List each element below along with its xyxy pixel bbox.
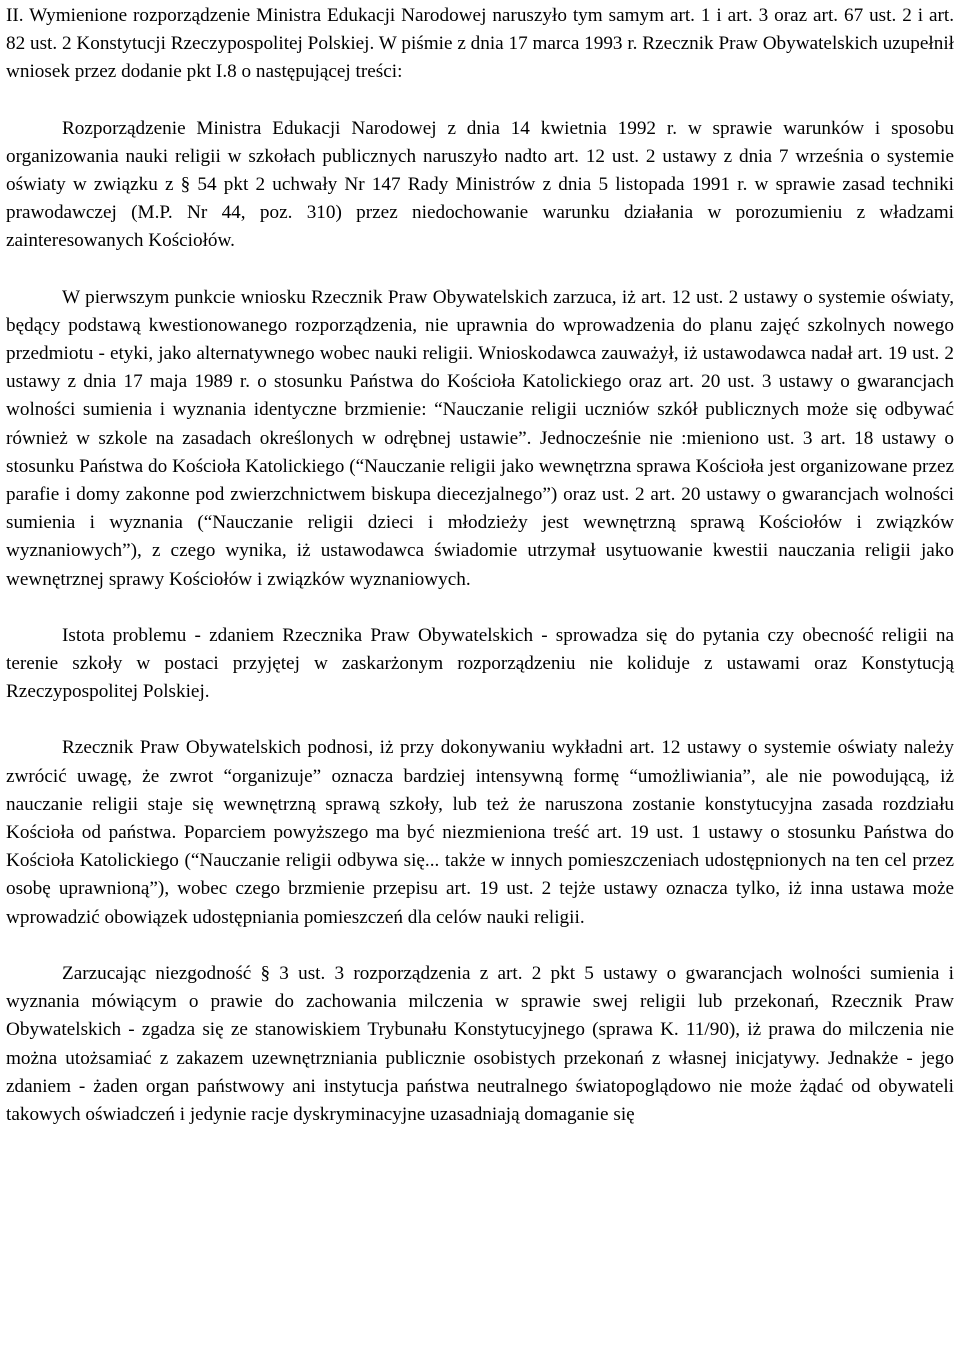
paragraph-first-point: W pierwszym punkcie wniosku Rzecznik Praw Obywatelskich zarzuca, iż art. 12 ust. 2 ustawy o systemie oświaty, będący podstawą kwestionowanego rozporządzenia, nie uprawnia do wprowadzenia do planu zajęć szkolnych nowego przedmiotu - etyki, jako alternatywnego wobec nauki religii. Wnioskodawca zauważył, iż ustawodawca nadał art. 19 ust. 2 ustawy z dnia 17 maja 1989 r. o stosunku Państwa do Kościoła Katolickiego oraz art. 20 ust. 3 ustawy o gwarancjach wolności sumienia i wyznania identyczne brzmienie: “Nauczanie religii uczniów szkół publicznych może się odbywać również w szkole na zasadach określonych w odrębnej ustawie”. Jednocześnie nie :mieniono ust. 3 art. 18 ustawy o stosunku Państwa do Kościoła Katolickiego (“Nauczanie religii jako wewnętrzna sprawa Kościoła jest organizowane przez parafie i domy zakonne pod zwierzchnictwem biskupa diecezjalnego”) oraz ust. 2 art. 20 ustawy o gwarancjach wolności sumienia i wyznania (“Nauczanie religii dzieci i młodzieży jest wewnętrzną sprawą Kościołów i związków wyznaniowych”), z czego wynika, iż ustawodawca świadomie utrzymał usytuowanie kwestii nauczania religii jako wewnętrznej sprawy Kościołów i związków wyznaniowych. xyxy=(6,286,954,590)
paragraph-quoted-amendment: Rozporządzenie Ministra Edukacji Narodowej z dnia 14 kwietnia 1992 r. w sprawie warunków i sposobu organizowania nauki religii w szkołach publicznych naruszyło nadto art. 12 ust. 2 ustawy z dnia 7 września o systemie oświaty w związku z § 54 pkt 2 uchwały Nr 147 Rady Ministrów z dnia 5 listopada 1991 r. w sprawie zasad techniki prawodawczej (M.P. Nr 44, poz. 310) przez niedochowanie warunku działania w porozumieniu z władzami zainteresowanych Kościołów. xyxy=(6,117,954,252)
document-page xyxy=(6,2,954,1129)
paragraph-section-ii: II. Wymienione rozporządzenie Ministra Edukacji Narodowej naruszyło tym samym art. 1 i art. 3 oraz art. 67 ust. 2 i art. 82 ust. 2 Konstytucji Rzeczypospolitej Polskiej. W piśmie z dnia 17 marca 1993 r. Rzecznik Praw Obywatelskich uzupełnił wniosek przez dodanie pkt I.8 o następującej treści: xyxy=(6,5,954,83)
paragraph-interpretation: Rzecznik Praw Obywatelskich podnosi, iż przy dokonywaniu wykładni art. 12 ustawy o systemie oświaty należy zwrócić uwagę, że zwrot “organizuje” oznacza bardziej intensywną formę “umożliwiania”, ale nie powodującą, iż nauczanie religii staje się wewnętrzną sprawą szkoły, lub też że naruszona zostanie konstytucyjna zasada rozdziału Kościoła od państwa. Poparciem powyższego ma być niezmieniona treść art. 19 ust. 1 ustawy o stosunku Państwa do Kościoła Katolickiego (“Nauczanie religii odbywa się... także w innych pomieszczeniach udostępnionych na ten cel przez osobę uprawnioną”), wobec czego brzmienie przepisu art. 19 ust. 2 tejże ustawy oznacza tylko, iż inna ustawa może wprowadzić obowiązek udostępniania pomieszczeń dla celów nauki religii. xyxy=(6,737,954,928)
paragraph-essence-of-problem: Istota problemu - zdaniem Rzecznika Praw Obywatelskich - sprowadza się do pytania czy obecność religii na terenie szkoły w postaci przyjętej w zaskarżonym rozporządzeniu nie koliduje z ustawami oraz Konstytucją Rzeczypospolitej Polskiej. xyxy=(6,624,954,703)
paragraph-right-to-silence: Zarzucając niezgodność § 3 ust. 3 rozporządzenia z art. 2 pkt 5 ustawy o gwarancjach wolności sumienia i wyznania mówiącym o prawie do zachowania milczenia w sprawie swej religii lub przekonań, Rzecznik Praw Obywatelskich - zgadza się ze stanowiskiem Trybunału Konstytucyjnego (sprawa K. 11/90), iż prawa do milczenia nie można utożsamiać z zakazem uzewnętrzniania publicznie osobistych przekonań z własnej inicjatywy. Jednakże - jego zdaniem - żaden organ państwowy ani instytucja państwa neutralnego światopoglądowo nie może żądać od obywateli takowych oświadczeń i jedynie racje dyskryminacyjne uzasadniają domaganie się xyxy=(6,962,954,1125)
